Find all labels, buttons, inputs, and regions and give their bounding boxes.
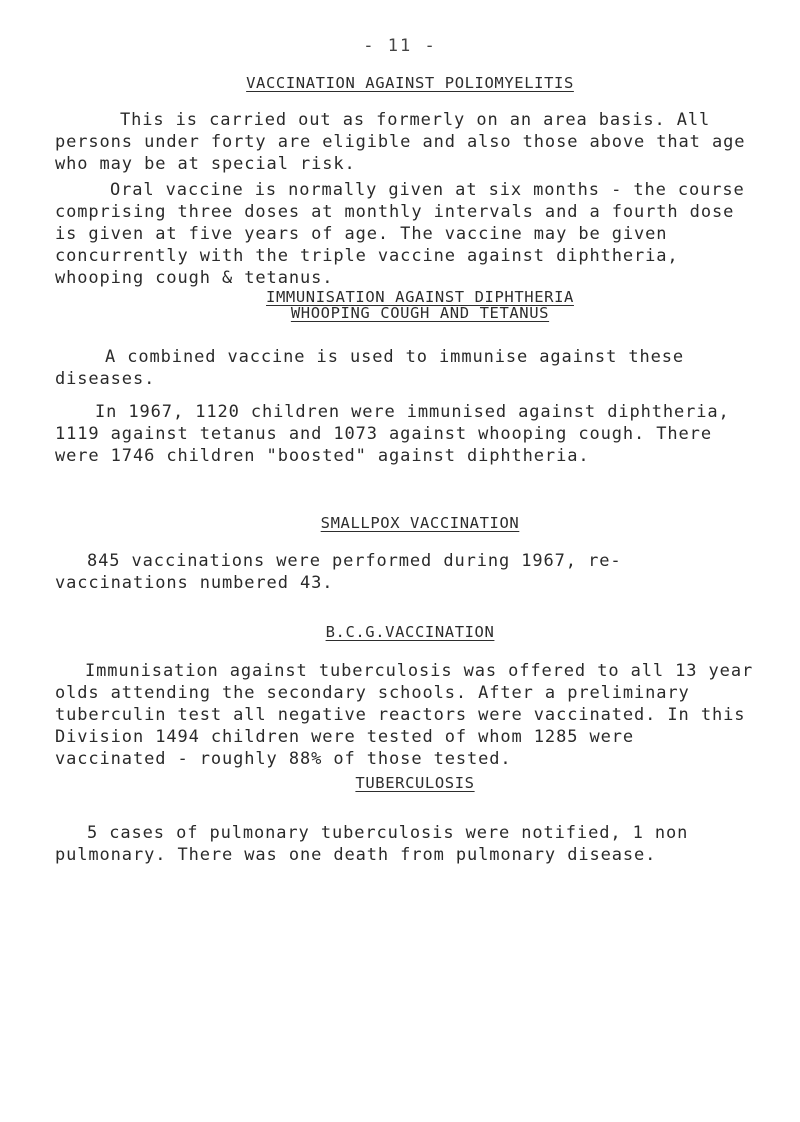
bcg-paragraph-1: Immunisation against tuberculosis was offered to all 13 year olds attending the secondary schools. After a preliminary tuberculin test all negative reactors were vaccinated. In this Division 1494 children were tested of whom 1285 were vaccinated - roughly 88% of those tested. [55,661,754,769]
heading-polio-vaccination: VACCINATION AGAINST POLIOMYELITIS [246,74,574,92]
tuberculosis-paragraph-1: 5 cases of pulmonary tuberculosis were notified, 1 non pulmonary. There was one death from pulmonary disease. [55,823,689,865]
polio-paragraph-1: This is carried out as formerly on an area basis. All persons under forty are eligible and also those above that age who may be at special risk. [55,110,746,174]
diphtheria-paragraph-1: A combined vaccine is used to immunise against these diseases. [55,347,685,389]
page-number: - 11 - [363,36,437,56]
heading-immunisation-diphtheria: IMMUNISATION AGAINST DIPHTHERIA [266,288,574,306]
heading-tuberculosis: TUBERCULOSIS [355,774,475,792]
polio-paragraph-2: Oral vaccine is normally given at six months - the course comprising three doses at monthly intervals and a fourth dose is given at five years of age. The vaccine may be given concurrently with the triple vaccine against diphtheria, whooping cough & tetanus. [55,180,745,288]
heading-bcg-vaccination: B.C.G.VACCINATION [325,623,495,641]
diphtheria-paragraph-2: In 1967, 1120 children were immunised against diphtheria, 1119 against tetanus and 1073 against whooping cough. There were 1746 children "boosted" against diphtheria. [55,402,730,466]
heading-smallpox-vaccination: SMALLPOX VACCINATION [320,514,520,532]
heading-whooping-cough-tetanus: WHOOPING COUGH AND TETANUS [290,304,550,322]
smallpox-paragraph-1: 845 vaccinations were performed during 1967, re-vaccinations numbered 43. [55,551,622,593]
